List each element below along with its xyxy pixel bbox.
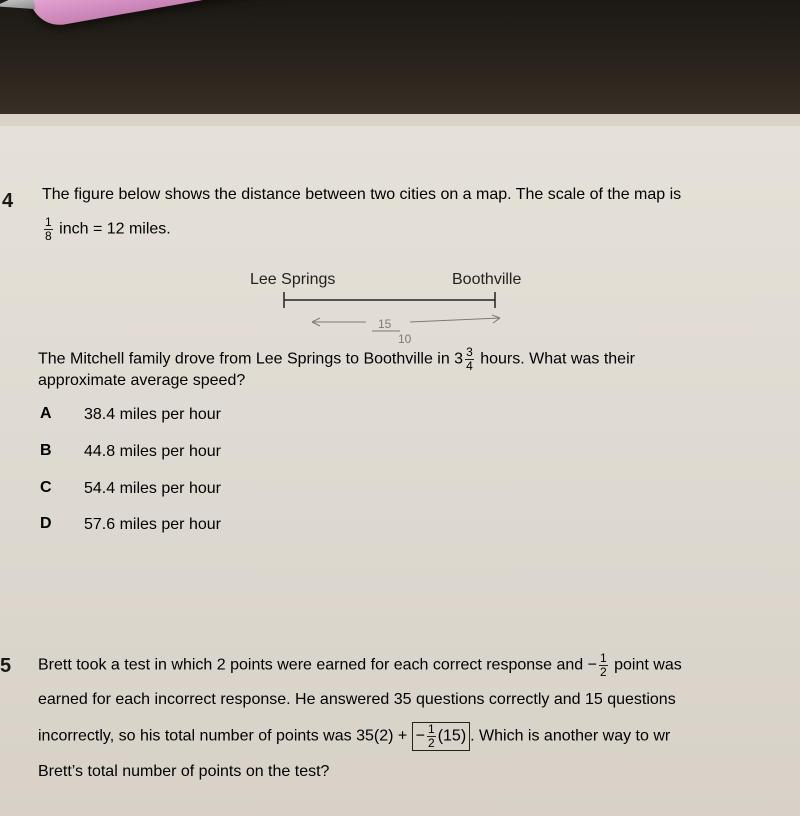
- choice-a-letter: A: [40, 405, 52, 422]
- choice-d-text[interactable]: 57.6 miles per hour: [84, 516, 221, 533]
- choice-b-text[interactable]: 44.8 miles per hour: [84, 443, 221, 460]
- choice-a-text[interactable]: 38.4 miles per hour: [84, 406, 221, 423]
- pencil-annotation-15: 15: [378, 317, 392, 331]
- scale-denominator: 8: [45, 229, 52, 243]
- question-number-4: 4: [2, 190, 14, 212]
- city-label-right: Boothville: [452, 271, 522, 288]
- choice-c-text[interactable]: 54.4 miles per hour: [84, 480, 221, 497]
- q5-line3-text-a: incorrectly, so his total number of points was 35(2) +: [38, 727, 408, 745]
- choice-b-letter: B: [40, 442, 52, 459]
- q5-fraction-numerator: 1: [599, 651, 607, 665]
- q4-question-line2: approximate average speed?: [38, 372, 246, 389]
- pencil-arrow-right: [410, 318, 500, 322]
- hours-fraction: [465, 346, 474, 373]
- q5-bracket-fraction-numerator: 1: [428, 722, 435, 736]
- q4-intro-line1: The figure below shows the distance between two cities on a map. The scale of the map is: [42, 186, 682, 203]
- q5-line4: Brett’s total number of points on the test?: [38, 763, 330, 780]
- pencil-annotation-10: 10: [398, 332, 412, 346]
- pencil-arrowhead-right: [492, 315, 500, 323]
- q5-bracket-fraction-denominator: 2: [428, 736, 435, 750]
- q5-bracket-fifteen: (15): [437, 727, 467, 745]
- q4-question-line1: [38, 346, 635, 373]
- hours-numerator: 3: [466, 345, 473, 359]
- q5-line3: [38, 722, 670, 751]
- scale-numerator: 1: [45, 215, 52, 229]
- map-figure-svg: [240, 266, 540, 346]
- q5-bracket-expression: [412, 722, 470, 751]
- hours-denominator: 4: [466, 359, 473, 373]
- question-text-part2: hours. What was their: [480, 350, 635, 368]
- q4-scale-line: [42, 216, 171, 243]
- q5-bracket-fraction: [427, 723, 436, 750]
- q5-line3-text-d: . Which is another way to wr: [470, 727, 671, 745]
- q5-line1-text-b: point was: [614, 656, 682, 674]
- choice-c-letter: C: [40, 479, 52, 496]
- q5-half-fraction: [599, 652, 608, 679]
- desk-background: [0, 0, 800, 130]
- q5-line2: earned for each incorrect response. He answered 35 questions correctly and 15 questions: [38, 691, 676, 708]
- q5-bracket-minus: −: [415, 727, 425, 745]
- city-label-left: Lee Springs: [250, 271, 336, 288]
- scale-fraction: [44, 216, 53, 243]
- choice-d-letter: D: [40, 515, 52, 532]
- q5-line1-text-a: Brett took a test in which 2 points were earned for each correct response and −: [38, 656, 597, 674]
- question-text-part1: The Mitchell family drove from Lee Springs to Boothville in 3: [38, 350, 464, 368]
- q5-line1: [38, 652, 682, 679]
- map-distance-figure: [240, 266, 540, 346]
- q5-fraction-denominator: 2: [599, 665, 607, 679]
- scale-text: inch = 12 miles.: [59, 220, 171, 238]
- question-number-5: 5: [0, 655, 12, 677]
